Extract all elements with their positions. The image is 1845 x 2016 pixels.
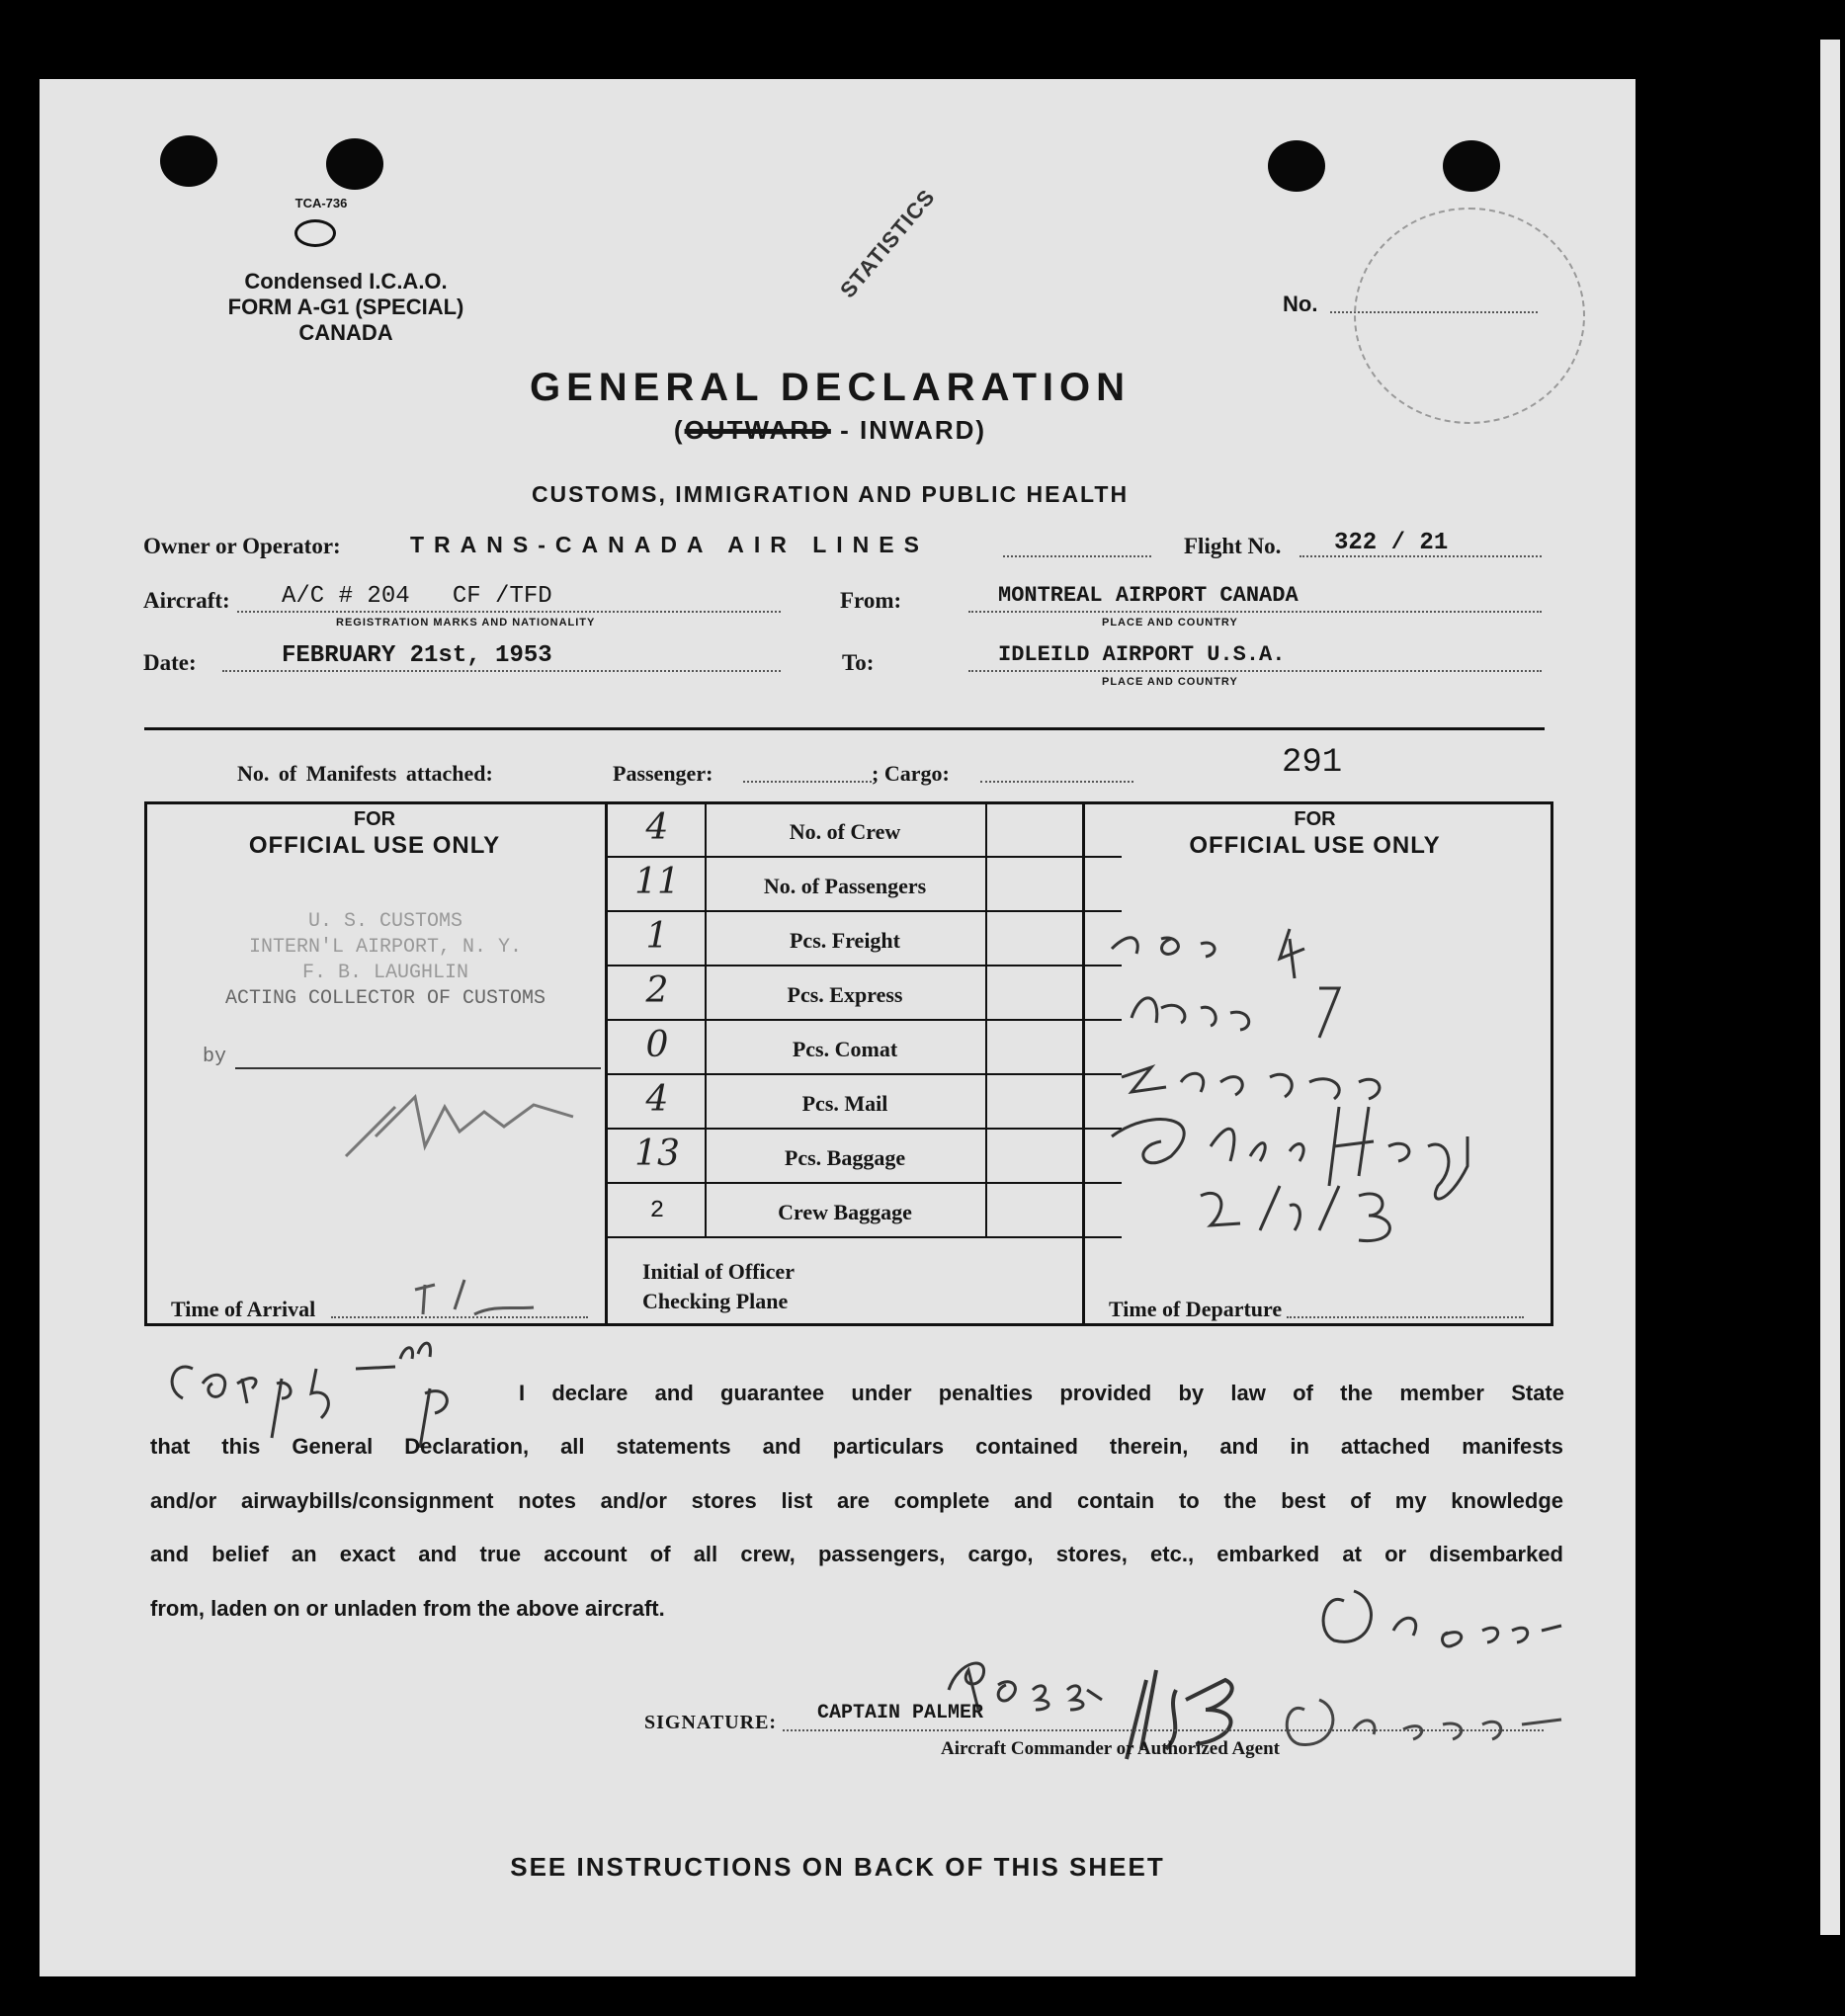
declaration-line-2: that this General Declaration, all statements and particulars contained therein, and in attached manifests bbox=[150, 1434, 1563, 1459]
departure-time-label: Time of Departure bbox=[1109, 1297, 1283, 1321]
owner-line bbox=[1003, 555, 1151, 557]
no-label: No. bbox=[1283, 292, 1318, 316]
section-divider bbox=[144, 727, 1545, 730]
count-label: No. of Crew bbox=[789, 819, 901, 844]
signature-caption: Aircraft Commander or Authorized Agent bbox=[941, 1738, 1281, 1759]
aircraft-line bbox=[237, 611, 781, 613]
form-line-1: Condensed I.C.A.O. bbox=[244, 269, 448, 294]
to-caption: PLACE AND COUNTRY bbox=[1102, 676, 1238, 688]
form-subtitle: CUSTOMS, IMMIGRATION AND PUBLIC HEALTH bbox=[531, 481, 1130, 507]
signature-line bbox=[783, 1729, 1544, 1731]
from-label: From: bbox=[840, 588, 902, 613]
count-row bbox=[608, 1182, 1122, 1238]
aircraft-label: Aircraft: bbox=[143, 588, 230, 613]
by-label: by bbox=[203, 1046, 227, 1068]
from-value: MONTREAL AIRPORT CANADA bbox=[998, 583, 1299, 608]
declaration-form-page bbox=[40, 79, 1635, 1976]
aircraft-value: A/C # 204 CF /TFD bbox=[282, 583, 552, 610]
outward-struck: OUTWARD bbox=[684, 415, 831, 445]
form-title: GENERAL DECLARATION bbox=[529, 366, 1132, 409]
arrival-time-handwriting bbox=[405, 1270, 544, 1329]
date-value: FEBRUARY 21st, 1953 bbox=[282, 642, 552, 669]
footer-instructions: SEE INSTRUCTIONS ON BACK OF THIS SHEET bbox=[510, 1852, 1165, 1882]
passenger-line bbox=[743, 781, 872, 783]
count-row bbox=[608, 1128, 1122, 1184]
flight-value: 322 / 21 bbox=[1334, 530, 1449, 556]
declaration-line-1: I declare and guarantee under penalties provided by law of the member State bbox=[519, 1381, 1564, 1405]
passenger-label: Passenger: bbox=[613, 761, 713, 786]
from-line bbox=[968, 611, 1542, 613]
count-label: Pcs. Freight bbox=[789, 928, 900, 953]
right-official-title: OFFICIAL USE ONLY bbox=[1189, 832, 1441, 859]
owner-label: Owner or Operator: bbox=[143, 534, 341, 558]
count-value: 11 bbox=[634, 862, 680, 902]
count-value: 4 bbox=[645, 1079, 669, 1120]
punch-hole bbox=[1443, 140, 1500, 192]
count-value: 1 bbox=[645, 916, 669, 957]
date-label: Date: bbox=[143, 650, 197, 675]
stamp-line-4: ACTING COLLECTOR OF CUSTOMS bbox=[224, 987, 546, 1010]
declaration-line-4: and belief an exact and true account of all crew, passengers, cargo, stores, etc., embarked at or disembarked bbox=[150, 1542, 1563, 1566]
punch-hole bbox=[160, 135, 217, 187]
count-label: No. of Passengers bbox=[763, 874, 927, 898]
paren-open: ( bbox=[673, 415, 685, 445]
official-handwritten-notes bbox=[1092, 909, 1556, 1285]
declaration-line-3: and/or airwaybills/consignment notes and/or stores list are complete and contain to the best of my knowledge bbox=[150, 1488, 1563, 1513]
punch-hole bbox=[1268, 140, 1325, 192]
count-label: Crew Baggage bbox=[778, 1200, 912, 1224]
form-code: TCA-736 bbox=[294, 196, 348, 210]
aircraft-caption: REGISTRATION MARKS AND NATIONALITY bbox=[336, 617, 596, 629]
inward-text: - INWARD) bbox=[830, 415, 987, 445]
form-identification bbox=[138, 269, 553, 346]
officer-signature bbox=[336, 1077, 593, 1166]
adjacent-page-edge bbox=[1820, 40, 1840, 1935]
to-line bbox=[968, 670, 1542, 672]
left-official-title: OFFICIAL USE ONLY bbox=[248, 832, 501, 859]
count-row bbox=[608, 801, 1122, 858]
tca-logo-icon bbox=[294, 219, 336, 247]
count-row bbox=[608, 856, 1122, 912]
cargo-line bbox=[980, 781, 1133, 783]
count-label: Pcs. Comat bbox=[792, 1037, 898, 1061]
cargo-label: ; Cargo: bbox=[872, 761, 950, 786]
direction-line bbox=[593, 415, 1067, 446]
manifests-label: No. of Manifests attached: bbox=[237, 761, 493, 786]
round-customs-stamp bbox=[1354, 208, 1585, 424]
from-caption: PLACE AND COUNTRY bbox=[1102, 617, 1238, 629]
count-value: 4 bbox=[645, 807, 669, 848]
form-line-2: FORM A-G1 (SPECIAL) bbox=[227, 294, 464, 319]
stamp-line-3: F. B. LAUGHLIN bbox=[301, 962, 469, 984]
count-row bbox=[608, 910, 1122, 966]
initial-officer-line-2: Checking Plane bbox=[642, 1289, 789, 1313]
count-label: Pcs. Mail bbox=[801, 1091, 888, 1116]
count-row bbox=[608, 965, 1122, 1021]
stamp-line-2: INTERN'L AIRPORT, N. Y. bbox=[248, 936, 523, 959]
signature-typed-name: CAPTAIN PALMER bbox=[817, 1702, 984, 1724]
departure-time-line bbox=[1287, 1316, 1524, 1318]
us-customs-stamp bbox=[148, 909, 623, 1012]
count-value: 2 bbox=[645, 970, 669, 1011]
flight-label: Flight No. bbox=[1184, 534, 1282, 558]
flight-line bbox=[1300, 555, 1542, 557]
count-label: Pcs. Express bbox=[787, 982, 903, 1007]
initial-officer-line-1: Initial of Officer bbox=[642, 1259, 795, 1284]
punch-hole bbox=[326, 138, 383, 190]
left-for-label: FOR bbox=[353, 808, 396, 830]
stamp-line-1: U. S. CUSTOMS bbox=[307, 910, 463, 933]
form-line-3: CANADA bbox=[298, 320, 393, 345]
handwritten-initials bbox=[153, 1329, 509, 1448]
right-for-label: FOR bbox=[1294, 808, 1336, 830]
to-label: To: bbox=[842, 650, 875, 675]
count-value: 0 bbox=[645, 1025, 669, 1065]
count-row bbox=[608, 1019, 1122, 1075]
initial-officer-label bbox=[642, 1257, 795, 1316]
manifest-number: 291 bbox=[1282, 744, 1343, 782]
to-value: IDLEILD AIRPORT U.S.A. bbox=[998, 642, 1286, 667]
by-line bbox=[235, 1067, 601, 1069]
arrival-time-label: Time of Arrival bbox=[171, 1297, 316, 1321]
count-row bbox=[608, 1073, 1122, 1130]
date-line bbox=[222, 670, 781, 672]
statistics-stamp: STATISTICS bbox=[835, 184, 940, 303]
count-value: 13 bbox=[634, 1134, 680, 1174]
count-label: Pcs. Baggage bbox=[784, 1145, 906, 1170]
count-value: 2 bbox=[649, 1198, 665, 1224]
declaration-line-5: from, laden on or unladen from the above aircraft. bbox=[150, 1596, 665, 1621]
owner-value: TRANS-CANADA AIR LINES bbox=[410, 532, 929, 557]
signature-label: SIGNATURE: bbox=[644, 1712, 778, 1733]
